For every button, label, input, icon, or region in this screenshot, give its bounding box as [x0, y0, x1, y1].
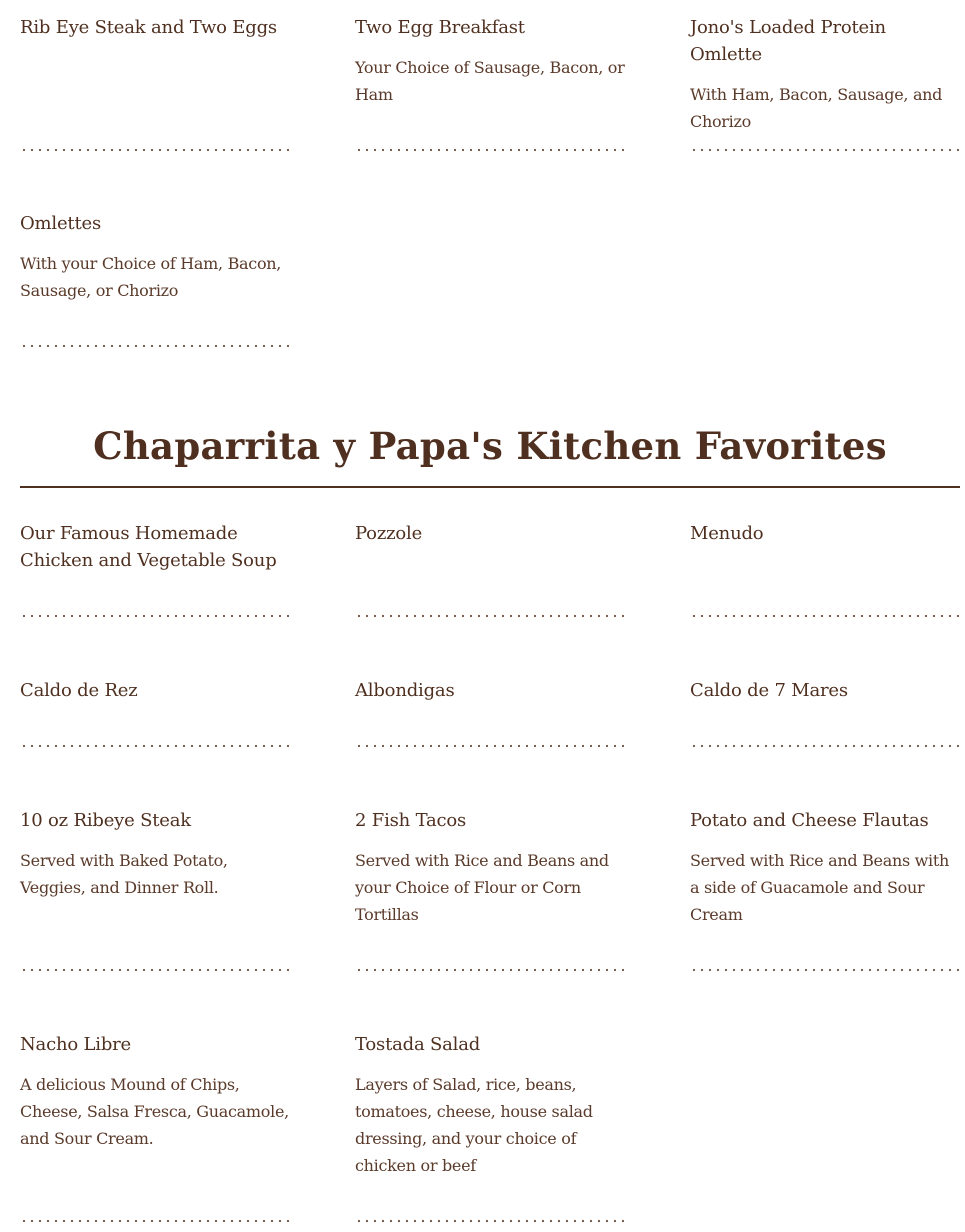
menu-item — [355, 14, 625, 108]
menu-item — [355, 807, 617, 928]
menu-item — [355, 520, 625, 547]
menu-item-name: 2 Fish Tacos — [355, 810, 467, 831]
menu-item-divider — [690, 614, 960, 618]
menu-item-name: Two Egg Breakfast — [355, 17, 525, 38]
menu-item — [690, 520, 960, 547]
menu-item-name: Our Famous Homemade Chicken and Vegetable Soup — [20, 523, 277, 571]
menu-item-name: 10 oz Ribeye Steak — [20, 810, 191, 831]
menu-item-name: Caldo de 7 Mares — [690, 680, 848, 701]
menu-item-divider — [355, 968, 625, 972]
menu-item-divider — [355, 744, 625, 748]
menu-item — [20, 807, 290, 901]
section-title: Chaparrita y Papa's Kitchen Favorites — [93, 424, 887, 468]
menu-item-name: Pozzole — [355, 523, 423, 544]
menu-item-description: Served with Baked Potato, Veggies, and Dinner Roll. — [20, 851, 228, 897]
menu-item-divider — [20, 744, 290, 748]
menu-item — [690, 677, 960, 704]
menu-item-name: Jono's Loaded Protein Omlette — [690, 17, 886, 65]
menu-item-divider — [20, 148, 290, 152]
menu-item-description: A delicious Mound of Chips, Cheese, Salsa Fresca, Guacamole, and Sour Cream. — [20, 1075, 289, 1148]
menu-item-name: Caldo de Rez — [20, 680, 138, 701]
menu-item-description: Served with Rice and Beans with a side of Guacamole and Sour Cream — [690, 851, 950, 924]
menu-item — [355, 1031, 603, 1179]
menu-item-name: Albondigas — [355, 680, 455, 701]
menu-item — [20, 210, 290, 304]
section-divider — [20, 486, 960, 488]
menu-item-divider — [355, 148, 625, 152]
menu-item-divider — [355, 1219, 625, 1223]
menu-item — [20, 520, 280, 574]
menu-item-name: Menudo — [690, 523, 764, 544]
menu-item-divider — [20, 614, 290, 618]
menu-item-name: Rib Eye Steak and Two Eggs — [20, 17, 277, 38]
menu-item-description: With Ham, Bacon, Sausage, and Chorizo — [690, 85, 943, 131]
menu-item — [690, 807, 960, 928]
menu-item-name: Tostada Salad — [355, 1034, 481, 1055]
menu-item-divider — [20, 968, 290, 972]
menu-item-name: Potato and Cheese Flautas — [690, 810, 929, 831]
menu-item — [20, 1031, 290, 1152]
menu-item-description: Your Choice of Sausage, Bacon, or Ham — [355, 58, 625, 104]
menu-item-description: With your Choice of Ham, Bacon, Sausage, or Chorizo — [20, 254, 282, 300]
menu-item — [20, 14, 290, 41]
menu-item-divider — [20, 1219, 290, 1223]
menu-item-description: Served with Rice and Beans and your Choice of Flour or Corn Tortillas — [355, 851, 609, 924]
menu-item-name: Nacho Libre — [20, 1034, 132, 1055]
menu-item — [355, 677, 625, 704]
menu-item-divider — [690, 148, 960, 152]
menu-item — [20, 677, 290, 704]
menu-item-divider — [355, 614, 625, 618]
menu-item-divider — [690, 968, 960, 972]
menu-item — [690, 14, 960, 135]
menu-item-divider — [20, 344, 290, 348]
menu-item-divider — [690, 744, 960, 748]
menu-item-description: Layers of Salad, rice, beans, tomatoes, cheese, house salad dressing, and your choice of chicken or beef — [355, 1075, 593, 1175]
menu-item-name: Omlettes — [20, 213, 101, 234]
